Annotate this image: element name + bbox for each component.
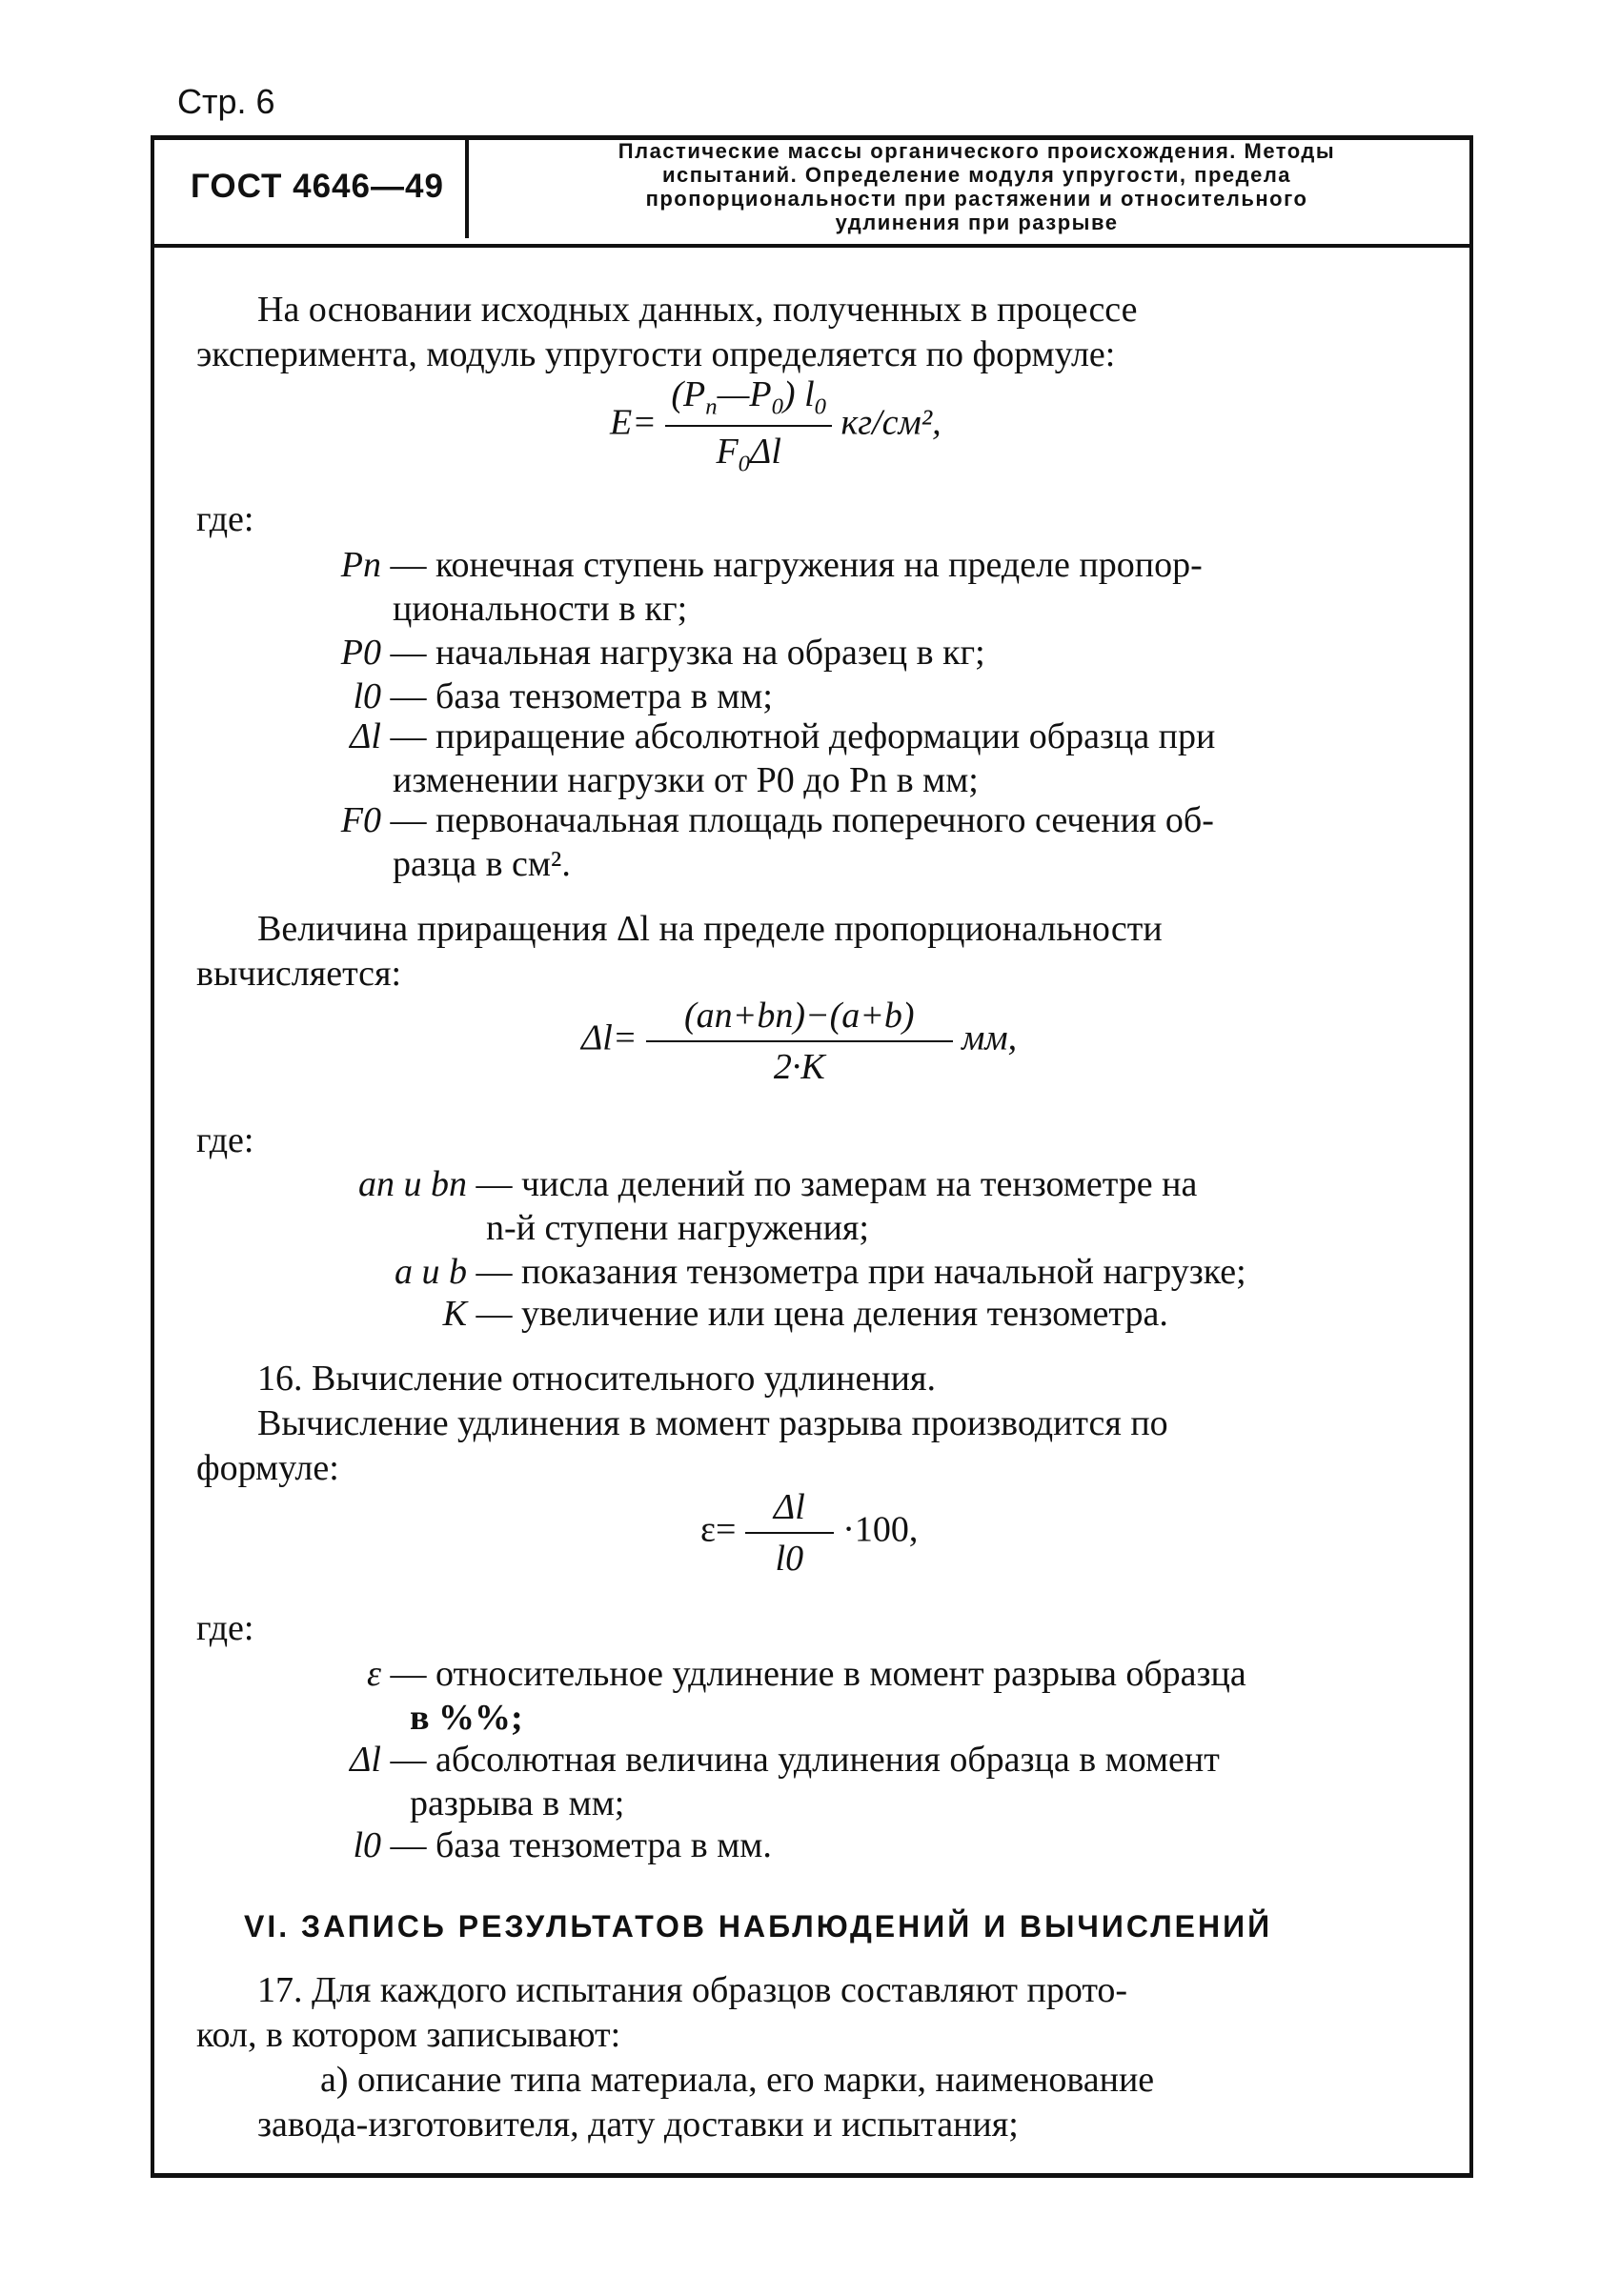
def-row [267, 1250, 1429, 1294]
where-label-3: где: [196, 1608, 254, 1648]
formula-elongation-numerator: Δl [745, 1486, 834, 1534]
header-divider [465, 139, 469, 238]
formula-elongation-denominator: l0 [775, 1539, 804, 1579]
formula-increment-unit: мм, [962, 1017, 1018, 1058]
formula-modulus [610, 373, 942, 477]
item16-title: 16. Вычисление относительного удлинения. [257, 1359, 936, 1399]
def-text: — показания тензометра при начальной нагрузке; [476, 1252, 1246, 1292]
item17-line-2: кол, в котором записывают: [196, 2015, 621, 2055]
def-symbol: l0 [353, 676, 381, 716]
def-text: — приращение абсолютной деформации образца при [390, 716, 1216, 756]
delta-intro-line-2: вычисляется: [196, 954, 402, 994]
def-symbol: F0 [340, 800, 381, 840]
def-row [286, 1652, 1429, 1740]
delta-intro-line-1: Величина приращения Δl на пределе пропорциональности [257, 909, 1163, 949]
def-text-cont: изменении нагрузки от P0 до Pn в мм; [393, 760, 979, 800]
header-title-line: удлинения при разрыве [835, 211, 1119, 234]
def-symbol: P0 [340, 633, 381, 673]
formula-elongation-rhs: ·100, [842, 1509, 919, 1550]
def-text: — абсолютная величина удлинения образца в момент [390, 1740, 1220, 1780]
def-row [276, 631, 1429, 675]
formula-modulus-lhs: E= [610, 402, 657, 443]
def-row [286, 1738, 1429, 1825]
section-heading: VI. ЗАПИСЬ РЕЗУЛЬТАТОВ НАБЛЮДЕНИЙ И ВЫЧИСЛЕНИЙ [244, 1909, 1273, 1944]
def-text: — начальная нагрузка на образец в кг; [390, 633, 985, 673]
def-row [276, 675, 1429, 718]
formula-increment [581, 995, 1017, 1088]
item16-line-1: Вычисление удлинения в момент разрыва производится по [257, 1403, 1168, 1443]
def-row [276, 543, 1429, 631]
def-symbol: Δl [350, 1740, 381, 1780]
def-symbol: K [442, 1294, 467, 1334]
def-row [276, 798, 1429, 886]
header-title-line: Пластические массы органического происхождения. Методы [618, 139, 1336, 163]
intro-line-2: эксперимента, модуль упругости определяется по формуле: [196, 334, 1116, 374]
item16-line-2: формуле: [196, 1448, 339, 1488]
formula-elongation [700, 1486, 918, 1580]
def-text-cont: в %%; [410, 1698, 523, 1738]
def-row [286, 1823, 1429, 1867]
def-symbol: an и bn [358, 1164, 467, 1204]
page-number: Стр. 6 [177, 82, 275, 121]
def-text-cont: разца в см². [393, 844, 571, 884]
def-symbol: Δl [350, 716, 381, 756]
header-title-line: пропорциональности при растяжении и относительного [645, 187, 1308, 211]
def-text: — база тензометра в мм. [390, 1825, 772, 1865]
def-text-cont: n-й ступени нагружения; [486, 1208, 869, 1248]
formula-modulus-unit: кг/см², [840, 402, 942, 443]
def-row [276, 715, 1429, 802]
formula-increment-numerator: (an+bn)−(a+b) [646, 995, 953, 1042]
def-text: — первоначальная площадь поперечного сечения об- [390, 800, 1214, 840]
item17-line-1: 17. Для каждого испытания образцов составляют прото- [257, 1970, 1128, 2010]
def-symbol: ε [367, 1654, 381, 1694]
def-symbol: Pn [340, 545, 381, 585]
def-text-cont: циональности в кг; [393, 589, 688, 629]
formula-elongation-fraction [745, 1486, 834, 1580]
def-row [267, 1292, 1429, 1336]
where-label-1: где: [196, 499, 254, 539]
formula-modulus-fraction [665, 373, 832, 477]
def-text: — относительное удлинение в момент разрыва образца [390, 1654, 1246, 1694]
def-text: — увеличение или цена деления тензометра. [476, 1294, 1168, 1334]
item17-line-4: завода-изготовителя, дату доставки и испытания; [257, 2105, 1019, 2145]
formula-increment-lhs: Δl= [581, 1017, 638, 1058]
header-title-line: испытаний. Определение модуля упругости, предела [661, 163, 1292, 187]
header-title [496, 139, 1458, 234]
where-label-2: где: [196, 1120, 254, 1160]
formula-increment-fraction [646, 995, 953, 1088]
intro-line-1: На основании исходных данных, полученных в процессе [257, 290, 1138, 330]
item17-line-3: а) описание типа материала, его марки, наименование [320, 2060, 1155, 2100]
header-rule [151, 244, 1473, 248]
def-text: — числа делений по замерам на тензометре на [476, 1164, 1198, 1204]
formula-elongation-lhs: ε= [700, 1509, 737, 1550]
def-text-cont: разрыва в мм; [410, 1783, 625, 1823]
def-text: — база тензометра в мм; [390, 676, 773, 716]
formula-modulus-numerator: $(P_n—P_0)$ $l_0$ [665, 373, 832, 427]
def-text: — конечная ступень нагружения на пределе пропор- [390, 545, 1203, 585]
def-symbol: l0 [353, 1825, 381, 1865]
def-row [267, 1162, 1429, 1250]
def-symbol: a и b [395, 1252, 467, 1292]
gost-code: ГОСТ 4646—49 [191, 168, 444, 205]
formula-modulus-denominator: $F_0\Delta l$ [716, 431, 781, 477]
formula-increment-denominator: 2·K [773, 1047, 825, 1087]
